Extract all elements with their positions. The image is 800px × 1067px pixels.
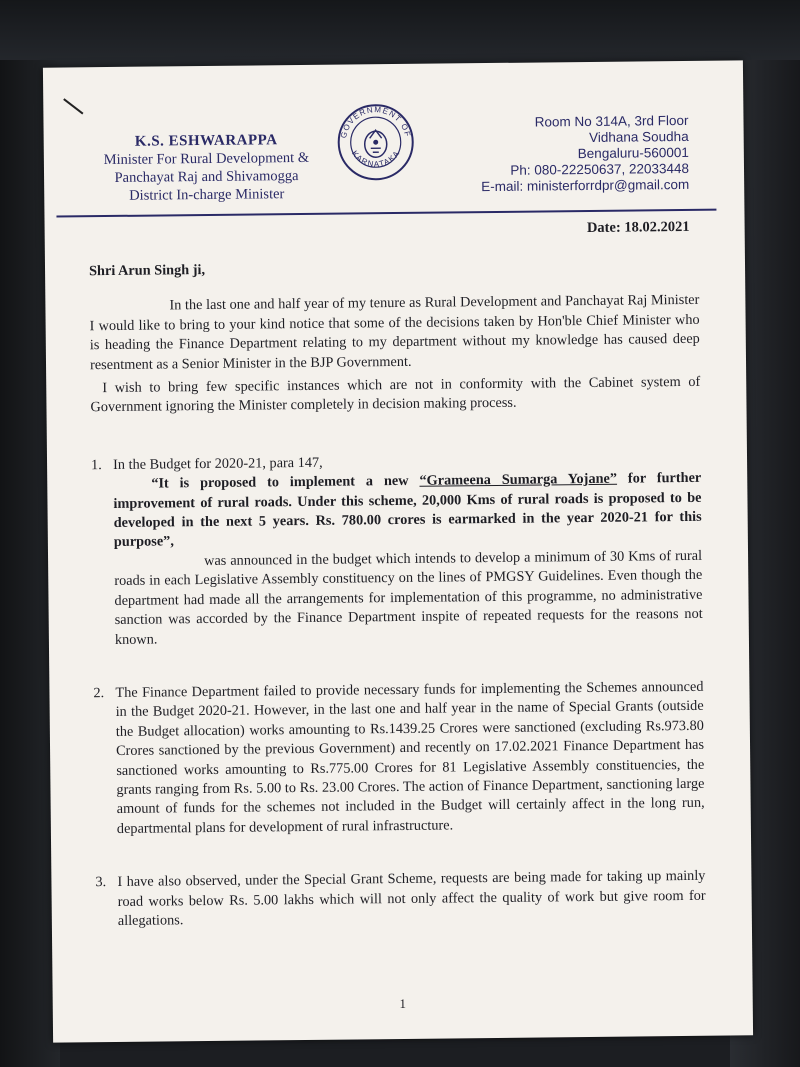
paragraph-1: In the last one and half year of my tenure as Rural Development and Panchayat Raj Minister I would like to bring to your kind notice that some of the decisions taken by Hon'ble Chief Minister who is heading the Finance Department relating to my department without my knowledge has caused deep resentment as a Senior Minister in the BJP Government. [89,292,700,373]
address-line3: Bengaluru-560001 [577,144,689,162]
item-intro: In the Budget for 2020-21, para 147, [112,454,323,473]
svg-text:GOVERNMENT OF [339,105,413,140]
pen-mark [63,98,83,114]
address-line1: Room No 314A, 3rd Floor [534,112,689,130]
address-line2: Vidhana Soudha [588,128,689,145]
budget-quote [113,469,702,553]
letterhead-sender [84,131,330,206]
list-item-2 [93,678,705,840]
list-item-3 [95,867,706,932]
salutation: Shri Arun Singh ji, [88,262,206,280]
quote-after: for further improvement of rural roads. Under this scheme, 20,000 Kms of rural roads is proposed to be developed in the next 5 years. Rs. 780.00 crores is earmarked in the year 2020-21 for this purpose”, [113,470,702,551]
letter-date: Date: 18.02.2021 [586,218,690,237]
letterhead-address [463,113,689,195]
scheme-name: “Grameena Sumarga Yojane” [419,470,618,490]
sender-title-line1: Minister For Rural Development & [103,149,310,169]
seal-top-text: GOVERNMENT OF [338,105,413,140]
page-number: 1 [399,995,407,1012]
paragraph-2: I wish to bring few specific instances which are not in conformity with the Cabinet system of Government ignoring the Minister completely in decision making process. [90,373,701,416]
letterhead-divider [56,209,716,218]
item-text: was announced in the budget which intends to develop a minimum of 30 Kms of rural roads in each Legislative Assembly constituency on the lines of PMGSY Guidelines. Even though the department had made all the arrangements for implementation of this programme, no administrative sanction was accorded by the Finance Department inspite of repeated requests for the reasons not known. [114,547,703,648]
item-number: 3. [95,874,107,891]
item-text: The Finance Department failed to provide necessary funds for implementing the Schemes announced in the Budget 2020-21. However, in the last one and half year in the name of Special Grants (outside the Budget allocation) works amounting to Rs.1439.25 Crores were sanctioned (excluding Rs.973.80 Crores sanctioned by the previous Government) and recently on 17.02.2021 Finance Department has sanctioned works amounting to Rs.775.00 Crores for 81 Legislative Assembly constituencies, the grants ranging from Rs. 5.00 to Rs. 23.00 Crores. The action of Finance Department, sanctioning large amount of funds for the schemes not included in the Budget will certainly affect in the long run, departmental plans for development of rural infrastructure. [115,678,705,837]
letter-page [43,60,753,1042]
seal-bottom-text: KARNATAKA [349,148,402,169]
quote-before: “It is proposed to implement a new [151,473,420,492]
letter-body [89,256,706,966]
karnataka-seal-icon [335,102,416,183]
item-number: 1. [90,456,102,474]
list-item-1 [91,450,703,650]
phone-number: Ph: 080-22250637, 22033448 [510,160,690,178]
sender-title-line2: Panchayat Raj and Shivamogga [114,168,299,186]
sender-name: K.S. ESHWARAPPA [134,132,278,150]
email-address: E-mail: ministerforrdpr@gmail.com [481,176,690,195]
item-number: 2. [93,684,105,702]
sender-title-line3: District In-charge Minister [129,186,285,204]
item-text: I have also observed, under the Special Grant Scheme, requests are being made for taking up mainly road works below Rs. 5.00 lakhs which will not only affect the quality of work but give room for allegations. [117,867,706,929]
